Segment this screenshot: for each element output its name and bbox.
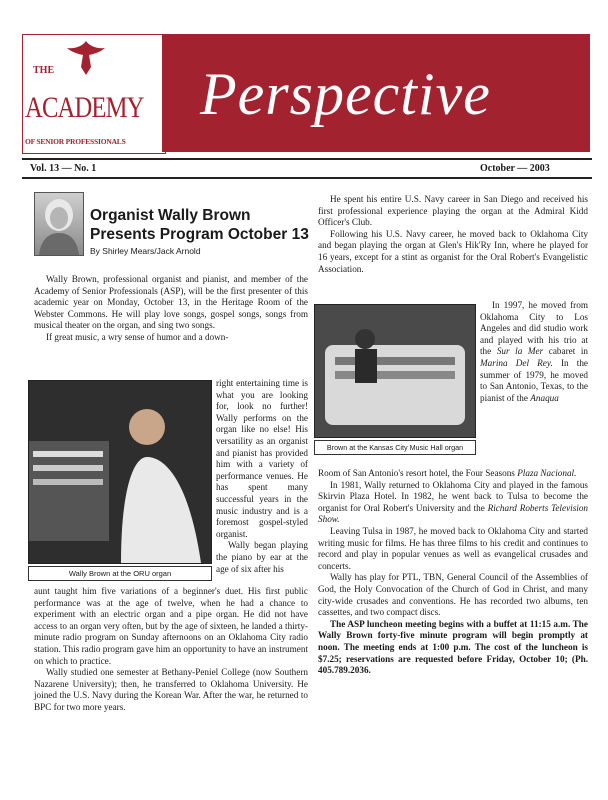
article-column-left-continued (34, 586, 308, 714)
logo-subtitle: OF SENIOR PROFESSIONALS (25, 137, 126, 146)
divider (22, 177, 592, 179)
paragraph: aunt taught him five variations of a beginner's duet. His first public performance was at the age of twelve, when he had a chance to experiment with an electric organ and a pipe organ. He did not have access to an organ very often, but by the age of sixteen, he landed a thirty-minute radio program on Sunday afternoons on an Oklahoma City radio station. This radio program gave him an opportunity to have an instrument on which to practice. (34, 586, 308, 666)
author-portrait (34, 192, 84, 256)
paragraph: Wally began playing the piano by ear at the age of six after his (216, 540, 308, 574)
organ-photo (28, 380, 212, 564)
eagle-icon (65, 37, 107, 77)
photo-caption: Wally Brown at the ORU organ (28, 566, 212, 581)
paragraph: If great music, a wry sense of humor and a down- (46, 331, 229, 342)
paragraph: Wally has play for PTL, TBN, General Council of the Assemblies of God, the Holy Convocation of the Church of God in Christ, and many city-wide crusades and conventions. He has recorded two albums, ten cassettes, and two compact discs. (318, 572, 588, 618)
paragraph: Following his U.S. Navy career, he moved back to Oklahoma City and began playing the organ at Glen's Hik'Ry Inn, where he played for 16 years, except for a stint as organist for the Oral Robert's Evangelistic Association. (318, 228, 588, 274)
article-byline: By Shirley Mears/Jack Arnold (90, 246, 201, 256)
academy-logo (22, 34, 166, 154)
divider (22, 158, 592, 160)
paragraph: He spent his entire U.S. Navy career in San Diego and received his first professional experience playing the organ at the Admiral Kidd Officer's Club. (318, 194, 588, 228)
article-column-left (34, 274, 308, 344)
article-column-wrap (216, 378, 308, 575)
paragraph: Room of San Antonio's resort hotel, the Four Seasons Plaza Nacional. (318, 468, 577, 478)
meeting-info: The ASP luncheon meeting begins with a buffet at 11:15 a.m. The Wally Brown forty-five minute program will begin promptly at noon. The meeting ends at 1:00 p.m. The cost of the luncheon is $7.25; reservations are requested before Friday, October 10; (Ph. 405.789.2036. (318, 618, 588, 676)
paragraph: Wally Brown, professional organist and pianist, and member of the Academy of Senior Professionals (ASP), will be the first presenter of this academic year on Monday, October 13, in the Heritage Room of the Webster Commons. He will play love songs, gospel songs, songs from musical theater on the organ, and sing two songs. (34, 274, 308, 331)
article-column-right-continued (318, 468, 588, 677)
paragraph: right entertaining time is what you are looking for, look no further! Wally performs on the organ like no else! His versatility as an organist and pianist has provided him with a variety of performance venues. He has spent many successful years in the music industry and is a foremost gospel-styled organist. (216, 378, 308, 539)
article-headline: Organist Wally Brown Presents Program October 13 (90, 207, 309, 243)
article-column-right (318, 194, 588, 275)
logo-academy: ACADEMY (25, 91, 144, 124)
paragraph: Leaving Tulsa in 1987, he moved back to Oklahoma City and started writing music for films. He has three films to his credit and continues to record and play in popular venues as well as evangelical crusades and concerts. (318, 525, 588, 571)
issue-date: October — 2003 (480, 163, 550, 174)
photo-caption: Brown at the Kansas City Music Hall organ (314, 440, 476, 455)
logo-the: THE (33, 65, 55, 76)
paragraph: In 1997, he moved from Oklahoma City to Los Angeles and did studio work and played with his trio at the Sur la Mer cabaret in Marina Del Rey. In the summer of 1979, he moved to San Antonio, Texas, to the pianist of the Anaqua (480, 300, 589, 403)
article-column-wrap-right (480, 300, 588, 404)
paragraph: Wally studied one semester at Bethany-Peniel College (now Southern Nazarene University); then, he transferred to Oklahoma University. He joined the U.S. Navy during the Korean War. After the war, he returned to BPC for two more years. (34, 667, 308, 712)
masthead-banner (162, 34, 590, 152)
newsletter-title: Perspective (200, 61, 491, 127)
volume-number: Vol. 13 — No. 1 (30, 163, 97, 174)
music-hall-organ-photo (314, 304, 476, 438)
paragraph: In 1981, Wally returned to Oklahoma City and played in the famous Skirvin Plaza Hotel. In 1982, he went back to Tulsa to become the organist for Oral Robert's University and the Richard Roberts Television Show. (318, 479, 589, 525)
